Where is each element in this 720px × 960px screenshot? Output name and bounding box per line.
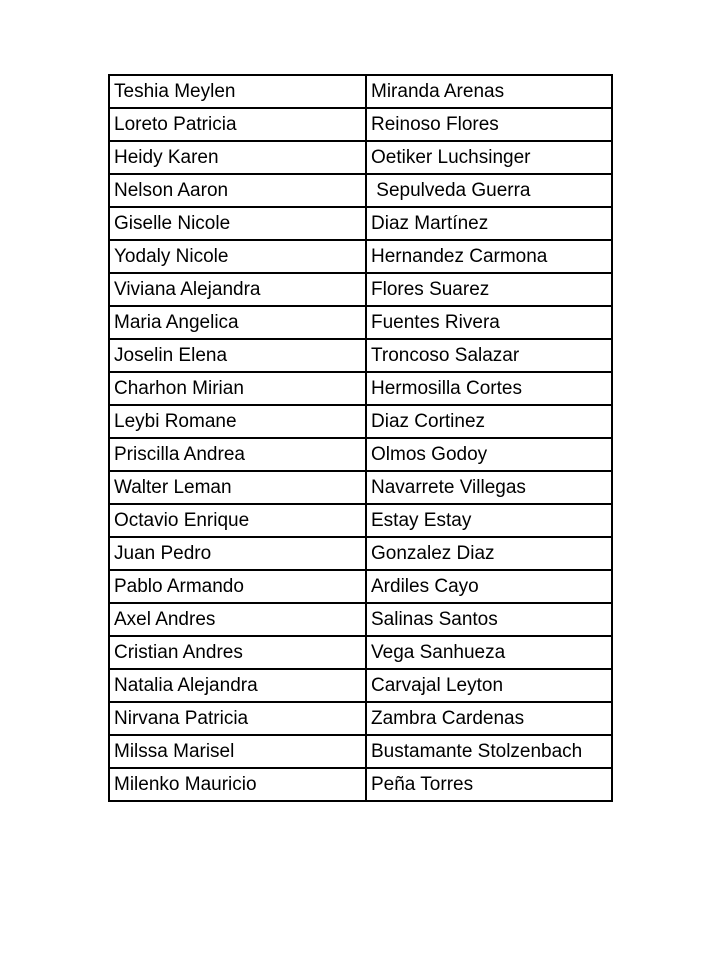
last-name-cell: Carvajal Leyton <box>366 669 612 702</box>
last-name-cell: Sepulveda Guerra <box>366 174 612 207</box>
first-name-cell: Nirvana Patricia <box>109 702 366 735</box>
first-name-cell: Octavio Enrique <box>109 504 366 537</box>
table-row <box>109 504 612 537</box>
first-name-cell: Maria Angelica <box>109 306 366 339</box>
table-row <box>109 273 612 306</box>
table-row <box>109 108 612 141</box>
table-row <box>109 240 612 273</box>
last-name-cell: Estay Estay <box>366 504 612 537</box>
first-name-cell: Teshia Meylen <box>109 75 366 108</box>
table-row <box>109 75 612 108</box>
names-table-body <box>109 75 612 801</box>
first-name-cell: Milssa Marisel <box>109 735 366 768</box>
last-name-cell: Bustamante Stolzenbach <box>366 735 612 768</box>
last-name-cell: Salinas Santos <box>366 603 612 636</box>
table-row <box>109 471 612 504</box>
first-name-cell: Milenko Mauricio <box>109 768 366 801</box>
last-name-cell: Troncoso Salazar <box>366 339 612 372</box>
first-name-cell: Natalia Alejandra <box>109 669 366 702</box>
table-row <box>109 372 612 405</box>
table-row <box>109 603 612 636</box>
last-name-cell: Vega Sanhueza <box>366 636 612 669</box>
last-name-cell: Peña Torres <box>366 768 612 801</box>
last-name-cell: Ardiles Cayo <box>366 570 612 603</box>
table-row <box>109 702 612 735</box>
first-name-cell: Axel Andres <box>109 603 366 636</box>
table-row <box>109 438 612 471</box>
last-name-cell: Fuentes Rivera <box>366 306 612 339</box>
first-name-cell: Pablo Armando <box>109 570 366 603</box>
first-name-cell: Joselin Elena <box>109 339 366 372</box>
table-row <box>109 207 612 240</box>
first-name-cell: Viviana Alejandra <box>109 273 366 306</box>
last-name-cell: Diaz Cortinez <box>366 405 612 438</box>
table-row <box>109 339 612 372</box>
table-row <box>109 174 612 207</box>
last-name-cell: Reinoso Flores <box>366 108 612 141</box>
last-name-cell: Zambra Cardenas <box>366 702 612 735</box>
first-name-cell: Juan Pedro <box>109 537 366 570</box>
first-name-cell: Priscilla Andrea <box>109 438 366 471</box>
first-name-cell: Leybi Romane <box>109 405 366 438</box>
last-name-cell: Miranda Arenas <box>366 75 612 108</box>
table-row <box>109 141 612 174</box>
first-name-cell: Heidy Karen <box>109 141 366 174</box>
table-row <box>109 537 612 570</box>
table-row <box>109 636 612 669</box>
last-name-cell: Navarrete Villegas <box>366 471 612 504</box>
table-row <box>109 768 612 801</box>
table-row <box>109 669 612 702</box>
table-row <box>109 570 612 603</box>
first-name-cell: Walter Leman <box>109 471 366 504</box>
first-name-cell: Cristian Andres <box>109 636 366 669</box>
last-name-cell: Diaz Martínez <box>366 207 612 240</box>
first-name-cell: Nelson Aaron <box>109 174 366 207</box>
last-name-cell: Hermosilla Cortes <box>366 372 612 405</box>
names-table <box>108 74 613 802</box>
last-name-cell: Olmos Godoy <box>366 438 612 471</box>
first-name-cell: Giselle Nicole <box>109 207 366 240</box>
first-name-cell: Charhon Mirian <box>109 372 366 405</box>
first-name-cell: Loreto Patricia <box>109 108 366 141</box>
table-row <box>109 405 612 438</box>
last-name-cell: Gonzalez Diaz <box>366 537 612 570</box>
last-name-cell: Oetiker Luchsinger <box>366 141 612 174</box>
table-row <box>109 306 612 339</box>
table-row <box>109 735 612 768</box>
last-name-cell: Hernandez Carmona <box>366 240 612 273</box>
last-name-cell: Flores Suarez <box>366 273 612 306</box>
first-name-cell: Yodaly Nicole <box>109 240 366 273</box>
